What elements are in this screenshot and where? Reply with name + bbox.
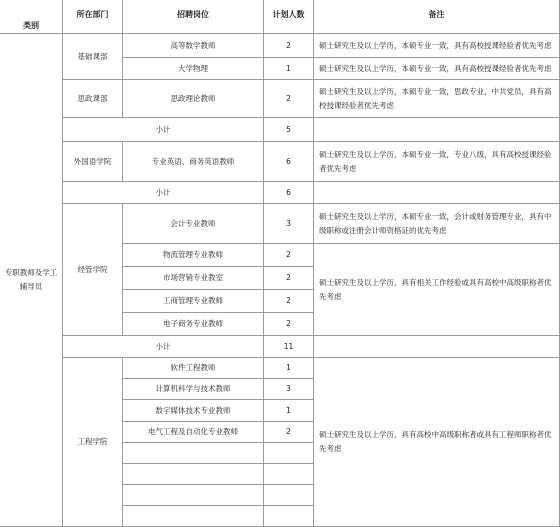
subtotal-row [0,118,560,142]
note-cell: 硕士研究生及以上学历，本硕专业一致，专业八级，具有高校授课经验者优先考虑 [314,142,560,182]
department-cell: 思政课部 [63,80,123,118]
note-cell: 硕士研究生及以上学历，本硕专业一致，思政专业，中共党员，具有高校授课经验者优先考虑 [314,80,560,118]
count-cell [264,485,314,506]
table-row [0,142,560,182]
header-count: 计划人数 [264,0,314,34]
position-cell: 会计专业教师 [123,204,264,244]
count-cell: 2 [264,267,314,290]
count-cell: 2 [264,244,314,267]
count-cell [264,443,314,464]
position-cell [123,485,264,506]
subtotal-label: 小计 [63,182,264,204]
subtotal-note [314,118,560,142]
count-cell: 2 [264,313,314,336]
table-row [0,80,560,118]
position-cell: 电气工程及自动化专业教师 [123,422,264,443]
position-cell [123,443,264,464]
category-cell: 专职教师及学工辅导员 [0,34,63,527]
position-cell: 大学物理 [123,58,264,80]
header-department: 所在部门 [63,0,123,34]
count-cell [264,506,314,527]
note-cell-shared: 硕士研究生及以上学历，具有相关工作经验或具有高校中高级职称者优先考虑 [314,244,560,336]
note-cell: 硕士研究生及以上学历，本硕专业一致，具有高校授课经验者优先考虑 [314,58,560,80]
table-row [0,358,560,379]
count-cell: 6 [264,142,314,182]
header-row [0,0,560,34]
count-cell: 2 [264,422,314,443]
count-cell: 3 [264,204,314,244]
department-cell: 外国语学院 [63,142,123,182]
position-cell: 市场营销专业教室 [123,267,264,290]
position-cell: 数字媒体技术专业教师 [123,400,264,422]
table-row [0,34,560,58]
department-cell: 经管学院 [63,204,123,336]
position-cell: 思政理论教师 [123,80,264,118]
position-cell: 电子商务专业教师 [123,313,264,336]
header-position: 招聘岗位 [123,0,264,34]
position-cell [123,506,264,527]
count-cell: 1 [264,400,314,422]
header-note: 备注 [314,0,560,34]
position-cell: 工商管理专业教师 [123,290,264,313]
count-cell: 2 [264,290,314,313]
count-cell [264,464,314,485]
note-cell: 硕士研究生及以上学历，本硕专业一致，会计或财务管理专业，具有中级职称或注册会计师资格证的优先考虑 [314,204,560,244]
subtotal-row [0,182,560,204]
department-cell: 基础课部 [63,34,123,80]
position-cell: 物流管理专业教师 [123,244,264,267]
position-cell: 计算机科学与技术教师 [123,379,264,400]
header-category: 类别 [0,0,63,34]
count-cell: 2 [264,80,314,118]
count-cell: 1 [264,58,314,80]
subtotal-count: 11 [264,336,314,358]
subtotal-row [0,336,560,358]
note-cell-shared: 硕士研究生及以上学历，具有高校中高级职称者或具有工程师职称者优先考虑 [314,358,560,527]
department-cell: 工程学院 [63,358,123,527]
note-cell: 硕士研究生及以上学历，本硕专业一致，具有高校授课经验者优先考虑 [314,34,560,58]
position-cell: 软件工程教师 [123,358,264,379]
count-cell: 1 [264,358,314,379]
subtotal-label: 小计 [63,336,264,358]
position-cell [123,464,264,485]
subtotal-label: 小计 [63,118,264,142]
subtotal-count: 6 [264,182,314,204]
count-cell: 2 [264,34,314,58]
subtotal-note [314,336,560,358]
position-cell: 专业英语、商务英语教师 [123,142,264,182]
position-cell: 高等数学教师 [123,34,264,58]
table-row [0,204,560,244]
subtotal-note [314,182,560,204]
count-cell: 3 [264,379,314,400]
subtotal-count: 5 [264,118,314,142]
